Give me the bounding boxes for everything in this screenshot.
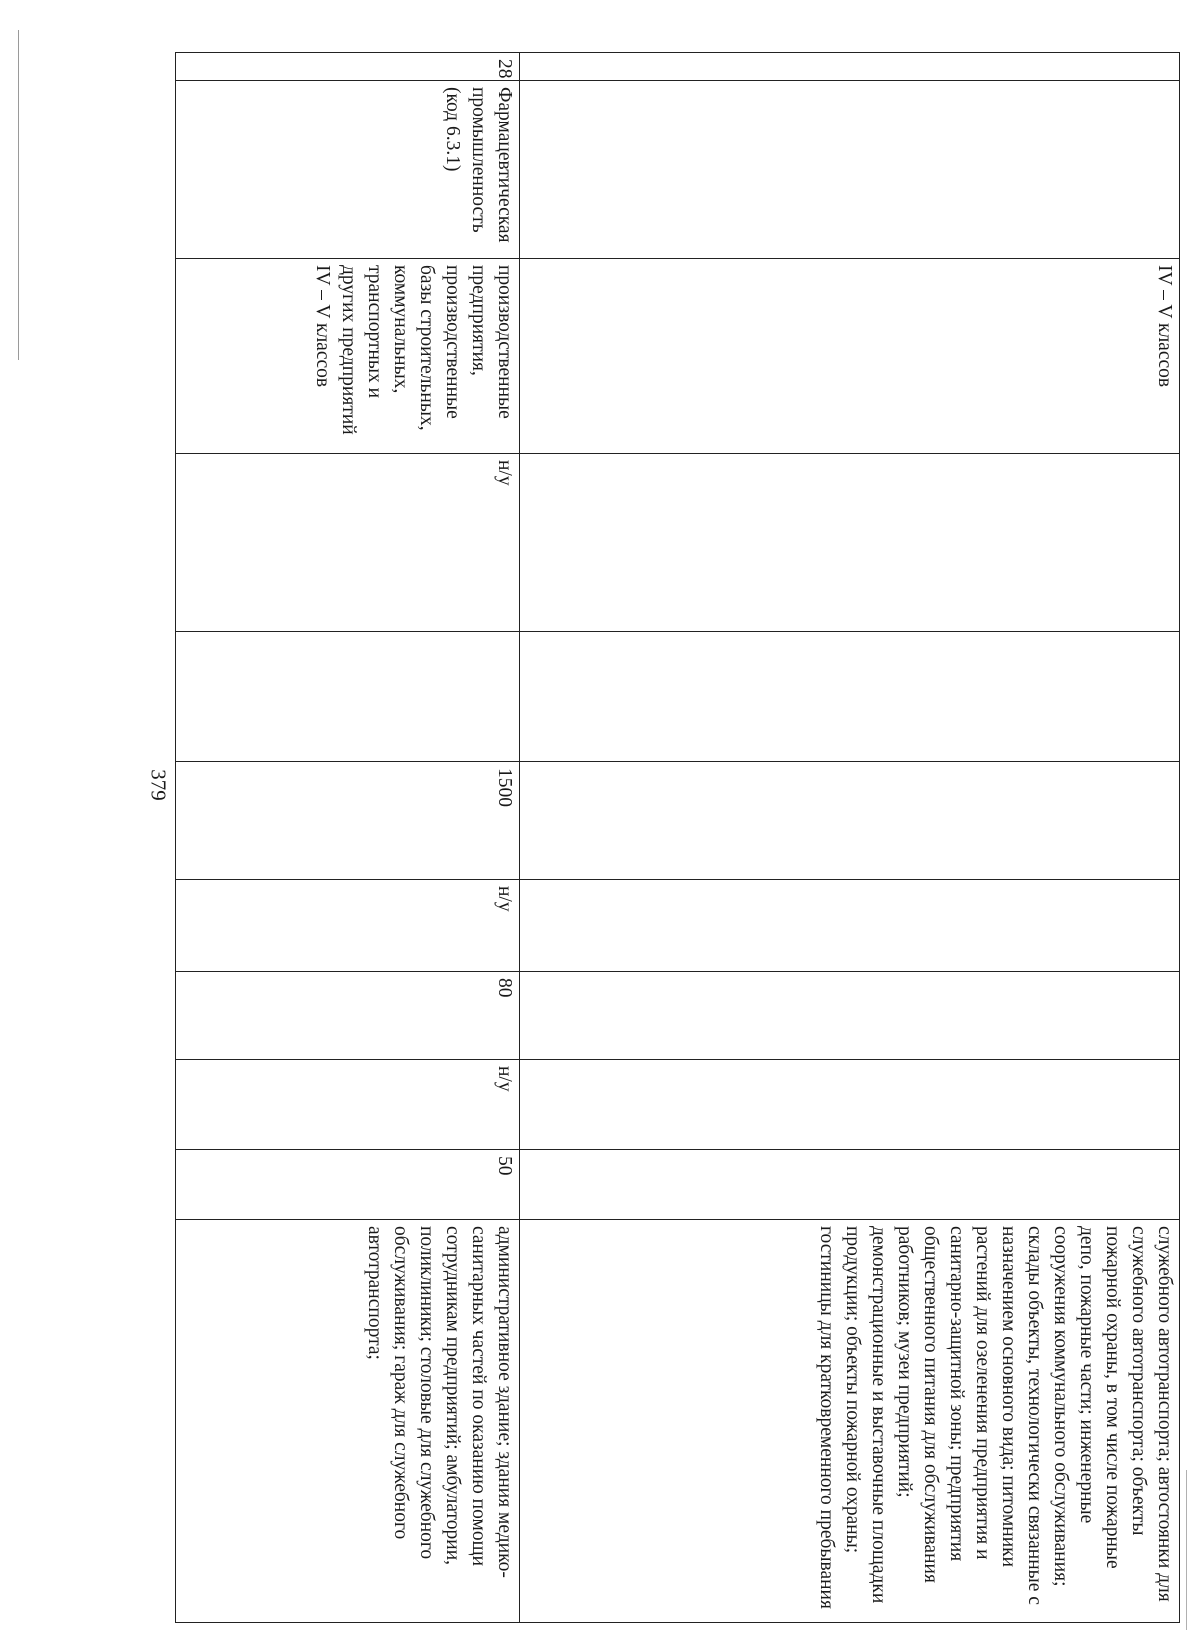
param-cell	[520, 632, 1180, 762]
param-cell	[176, 632, 520, 762]
param-cell: н/у	[176, 1060, 520, 1150]
table-row	[520, 53, 1180, 1623]
row-number: 28	[176, 53, 520, 81]
param-cell	[520, 454, 1180, 632]
zone-name: Фармацевтическая промышленность (код 6.3.1)	[176, 81, 520, 259]
permitted-uses: служебного автотранспорта; автостоянки для служебного автотранспорта; объекты пожарной охраны, в том числе пожарные депо, пожарные части; инженерные сооружения коммунального обслуживания; склады объекты, технологически связанные с назначением основного вида; питомники растений для озеленения предприятия и санитарно-защитной зоны; предприятия общественного питания для обслуживания работников; музеи предприятий; демонстрационные и выставочные площадки продукции; объекты пожарной охраны; гостиницы для кратковременного пребывания	[520, 1220, 1180, 1623]
zone-name	[520, 81, 1180, 259]
enterprise-types: IV – V классов	[520, 259, 1180, 454]
row-number	[520, 53, 1180, 81]
zoning-table	[175, 52, 1180, 1623]
param-cell	[520, 880, 1180, 972]
param-cell: н/у	[176, 454, 520, 632]
rotated-table-container	[175, 52, 1180, 1622]
scan-edge-line	[18, 30, 19, 360]
scan-edge-line	[1186, 1470, 1187, 1630]
param-cell: 1500	[176, 762, 520, 880]
param-cell	[520, 972, 1180, 1060]
enterprise-types: производственные предприятия, производственные базы строительных, коммунальных, транспортных и других предприятий IV – V классов	[176, 259, 520, 454]
page-number: 379	[146, 769, 171, 801]
param-cell	[520, 1060, 1180, 1150]
table-row	[176, 53, 520, 1623]
permitted-uses: административное здание; здания медико-санитарных частей по оказанию помощи сотрудникам предприятий; амбулатории, поликлиники; столовые для служебного обслуживания; гараж для служебного автотранспорта;	[176, 1220, 520, 1623]
param-cell: 80	[176, 972, 520, 1060]
param-cell	[520, 762, 1180, 880]
param-cell	[520, 1150, 1180, 1220]
param-cell: 50	[176, 1150, 520, 1220]
param-cell: н/у	[176, 880, 520, 972]
